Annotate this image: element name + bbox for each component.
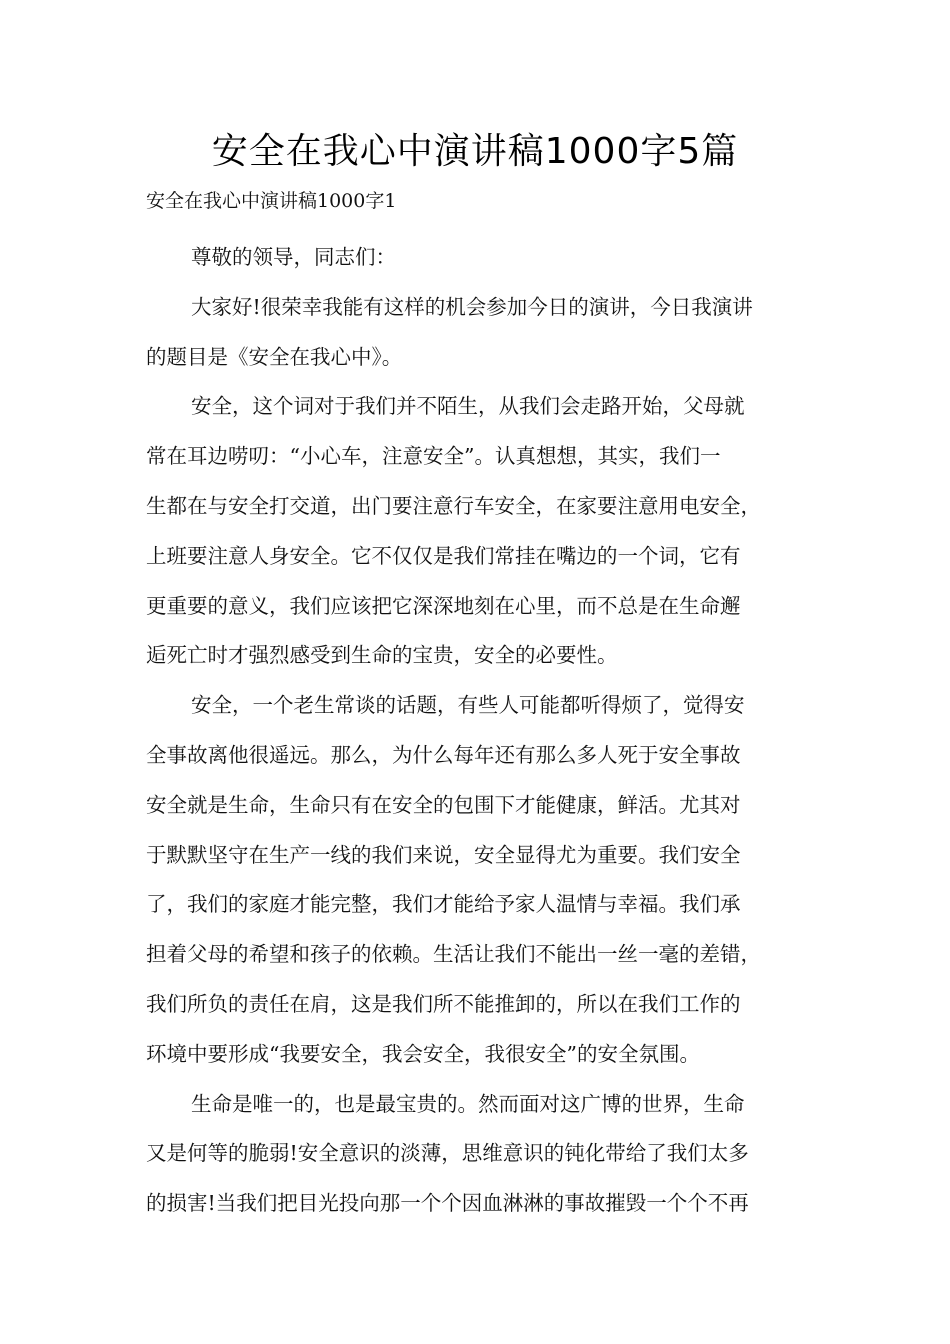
- paragraph-line: 安全，这个词对于我们并不陌生，从我们会走路开始，父母就: [191, 394, 745, 419]
- paragraph-line: 安全就是生命，生命只有在安全的包围下才能健康，鲜活。尤其对: [146, 792, 741, 817]
- paragraph-line: 生命是唯一的，也是最宝贵的。然而面对这广博的世界，生命: [191, 1091, 745, 1116]
- paragraph-opening: [146, 283, 806, 383]
- paragraph-line: 我们所负的责任在肩，这是我们所不能推卸的，所以在我们工作的: [146, 991, 741, 1016]
- paragraph-line: 逅死亡时才强烈感受到生命的宝贵，安全的必要性。: [146, 643, 618, 668]
- paragraph-line: 了，我们的家庭才能完整，我们才能给予家人温情与幸福。我们承: [146, 892, 741, 917]
- paragraph-line: 于默默坚守在生产一线的我们来说，安全显得尤为重要。我们安全: [146, 842, 741, 867]
- paragraph-line: 又是何等的脆弱!安全意识的淡薄，思维意识的钝化带给了我们太多: [146, 1141, 749, 1166]
- paragraph-line: 上班要注意人身安全。它不仅仅是我们常挂在嘴边的一个词，它有: [146, 543, 741, 568]
- paragraph-line: 常在耳边唠叨：“小心车，注意安全”。认真想想，其实，我们一: [146, 444, 721, 469]
- paragraph-line: 更重要的意义，我们应该把它深深地刻在心里，而不总是在生命邂: [146, 593, 741, 618]
- paragraph-line: 的题目是《安全在我心中》。: [146, 344, 403, 369]
- paragraph-life-precious: [146, 1080, 806, 1229]
- paragraph-line: 的损害!当我们把目光投向那一个个因血淋淋的事故摧毁一个个不再: [146, 1191, 749, 1216]
- paragraph-line: 安全，一个老生常谈的话题，有些人可能都听得烦了，觉得安: [191, 693, 745, 718]
- paragraph-line: 尊敬的领导，同志们：: [191, 245, 396, 269]
- paragraph-line: 大家好!很荣幸我能有这样的机会参加今日的演讲，今日我演讲: [191, 294, 753, 319]
- paragraph-greeting: [146, 233, 806, 283]
- paragraph-line: 生都在与安全打交道，出门要注意行车安全，在家要注意用电安全，: [146, 493, 761, 518]
- section-subtitle: 安全在我心中演讲稿1000字1: [146, 190, 397, 212]
- paragraph-line: 环境中要形成“我要安全，我会安全，我很安全”的安全氛围。: [146, 1041, 700, 1066]
- paragraph-line: 担着父母的希望和孩子的依赖。生活让我们不能出一丝一毫的差错，: [146, 942, 761, 967]
- document-title: 安全在我心中演讲稿1000字5篇: [211, 131, 739, 172]
- paragraph-safety-topic: [146, 681, 806, 1079]
- document-body: [146, 233, 806, 1229]
- paragraph-safety-meaning: [146, 382, 806, 681]
- paragraph-line: 全事故离他很遥远。那么，为什么每年还有那么多人死于安全事故: [146, 742, 741, 767]
